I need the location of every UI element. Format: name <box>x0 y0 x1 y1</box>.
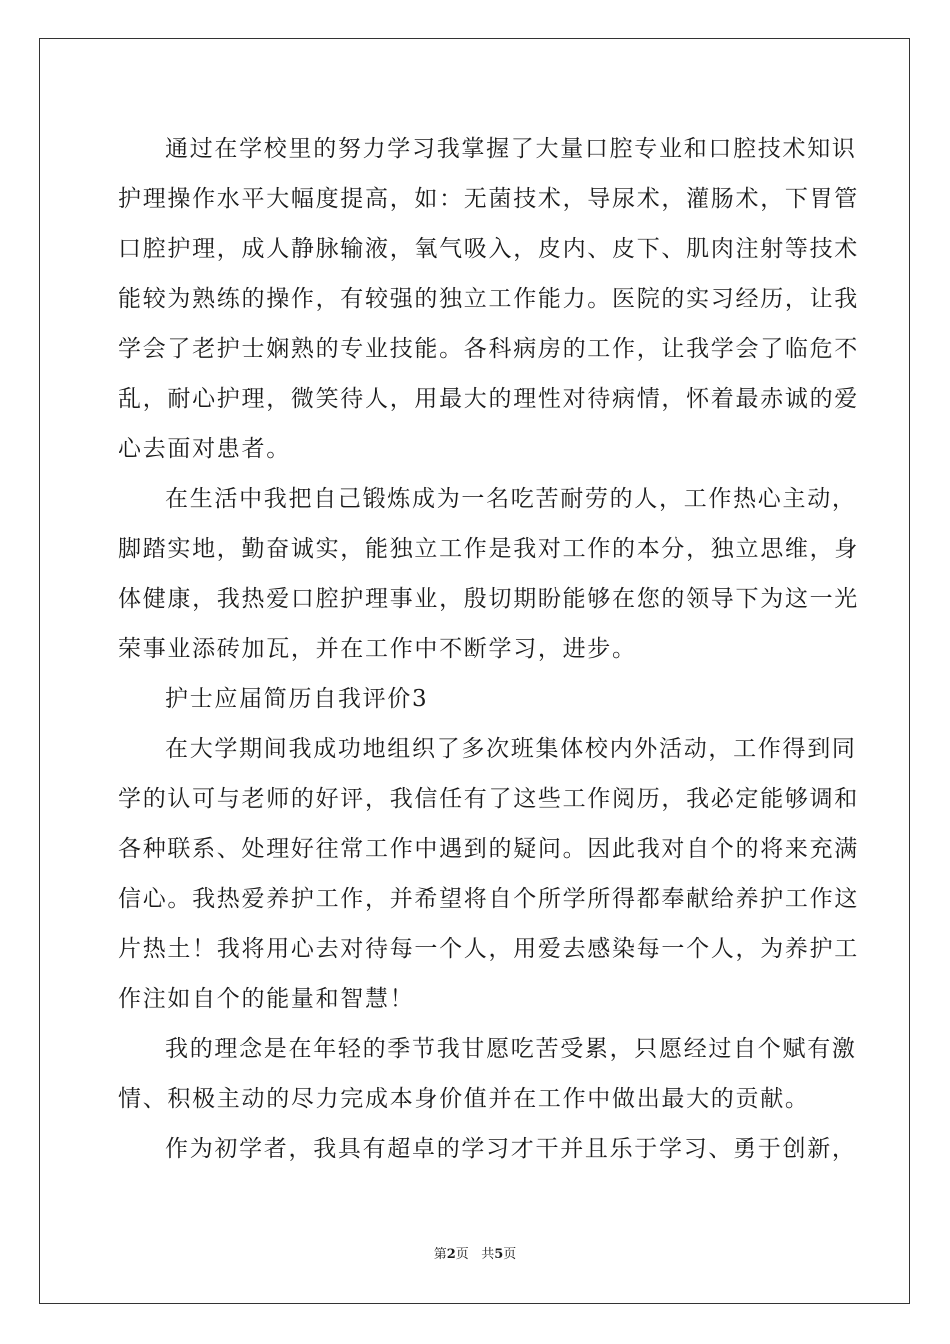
page-current: 2 <box>446 1247 456 1262</box>
total-suffix: 页 <box>503 1247 517 1262</box>
paragraph-line: 学的认可与老师的好评，我信任有了这些工作阅历，我必定能够调和 <box>118 786 859 812</box>
page-total: 5 <box>494 1247 504 1262</box>
paragraph-line: 作为初学者，我具有超卓的学习才干并且乐于学习、勇于创新， <box>165 1136 857 1162</box>
paragraph-line: 荣事业添砖加瓦，并在工作中不断学习，进步。 <box>118 636 637 662</box>
paragraph-line: 护理操作水平大幅度提高，如：无菌技术，导尿术，灌肠术，下胃管 <box>118 186 859 212</box>
page-suffix: 页 <box>455 1247 469 1262</box>
paragraph-line: 心去面对患者。 <box>118 436 291 462</box>
total-prefix: 共 <box>481 1247 495 1262</box>
paragraph-line: 口腔护理，成人静脉输液，氧气吸入，皮内、皮下、肌肉注射等技术 <box>118 236 859 262</box>
paragraph-line: 情、积极主动的尽力完成本身价值并在工作中做出最大的贡献。 <box>118 1086 810 1112</box>
paragraph-line: 作注如自个的能量和智慧！ <box>118 986 415 1012</box>
paragraph-line: 在大学期间我成功地组织了多次班集体校内外活动，工作得到同 <box>165 736 857 762</box>
paragraph-line: 脚踏实地，勤奋诚实，能独立工作是我对工作的本分，独立思维，身 <box>118 536 859 562</box>
page-prefix: 第 <box>433 1247 447 1262</box>
paragraph-line: 各种联系、处理好往常工作中遇到的疑问。因此我对自个的将来充满 <box>118 836 859 862</box>
paragraph-line: 能较为熟练的操作，有较强的独立工作能力。医院的实习经历，让我 <box>118 286 859 312</box>
paragraph-line: 体健康，我热爱口腔护理事业，殷切期盼能够在您的领导下为这一光 <box>118 586 859 612</box>
paragraph-line: 乱，耐心护理，微笑待人，用最大的理性对待病情，怀着最赤诚的爱 <box>118 386 859 412</box>
page-footer <box>0 1243 950 1262</box>
paragraph-line: 学会了老护士娴熟的专业技能。各科病房的工作，让我学会了临危不 <box>118 336 859 362</box>
paragraph-line: 信心。我热爱养护工作，并希望将自个所学所得都奉献给养护工作这 <box>118 886 859 912</box>
section-heading: 护士应届简历自我评价3 <box>165 686 429 712</box>
paragraph-line: 通过在学校里的努力学习我掌握了大量口腔专业和口腔技术知识 <box>165 136 857 162</box>
paragraph-line: 在生活中我把自己锻炼成为一名吃苦耐劳的人，工作热心主动， <box>165 486 857 512</box>
paragraph-line: 片热土！我将用心去对待每一个人，用爱去感染每一个人，为养护工 <box>118 936 859 962</box>
paragraph-line: 我的理念是在年轻的季节我甘愿吃苦受累，只愿经过自个赋有激 <box>165 1036 857 1062</box>
